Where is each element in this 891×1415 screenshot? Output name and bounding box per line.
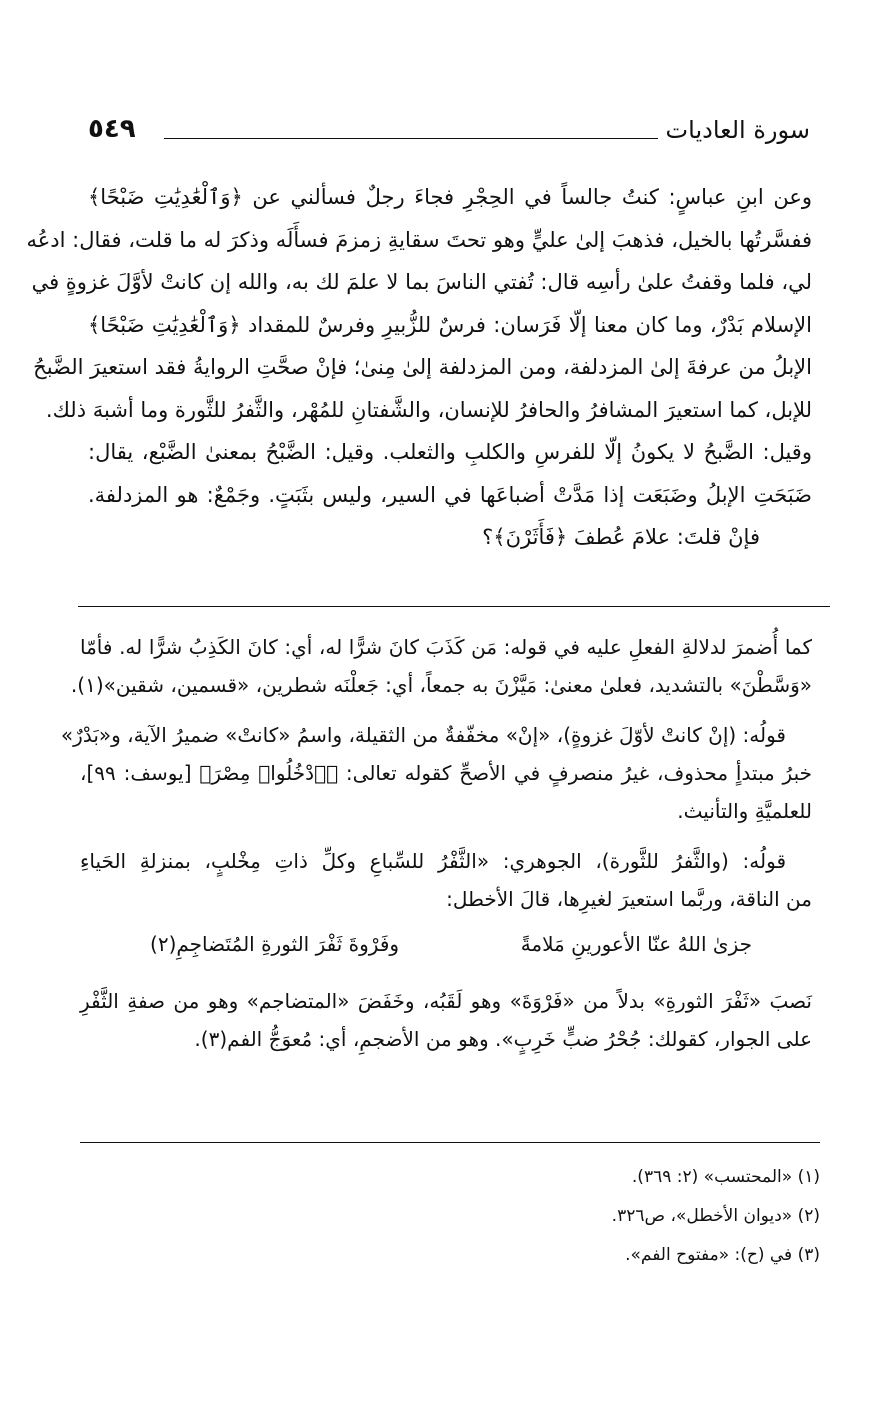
page-header [88,112,810,156]
page-number: ٥٤٩ [88,114,136,144]
footnote: (١) «المحتسب» (٢: ٣٦٩). [631,1167,820,1187]
commentary-line: كما أُضمرَ لدلالةِ الفعلِ عليه في قوله: مَن كَذَبَ كانَ شرًّا له، أي: كانَ الكَذِبُ شرًّا له. فأمّا [80,635,812,659]
commentary-line: خبرُ مبتدأٍ محذوف، غيرُ منصرفٍ في الأصحِّ كقوله تعالى: ﴿ٱدْخُلُوا۟ مِصْرَ﴾ [يوسف: ٩٩]، [80,761,812,785]
poetry-verse [80,918,812,970]
section-divider [78,606,830,607]
commentary-line: من الناقة، وربَّما استعيرَ لغيرِها، قالَ الأخطل: [446,887,812,911]
main-line-question: فإنْ قلتَ: علامَ عُطفَ ﴿فَأَثَرْنَ﴾؟ [482,525,760,549]
verse-second-hemistich: وفَرْوةَ ثَفْرَ الثورةِ المُتَضاجِمِ(٢) [150,932,400,956]
main-line: الإسلام بَدْرٌ، وما كان معنا إلّا فَرَسان: فرسٌ للزُّبيرِ وفرسٌ للمقداد ﴿وَٱلْعَٰدِيَٰتِ ضَبْحًا﴾ [88,312,812,337]
footnote-rule [80,1142,820,1143]
verse-first-hemistich: جزىٰ اللهُ عنّا الأعورينِ مَلامةً [520,932,752,956]
main-line: للإبل، كما استعيرَ المشافرُ والحافرُ للإنسان، والشَّفتانِ للمُهْر، والثَّفرُ للثَّورة وما أشبهَ ذلك. [45,397,812,422]
commentary-line: قولُه: (إنْ كانتْ لأوّلَ غزوةٍ)، «إنْ» مخفّفةٌ من الثقيلة، واسمُ «كانتْ» ضميرُ الآية، و«بَدْرٌ» [60,723,786,747]
main-line: ضَبَحَتِ الإبلُ وضَبَعَت إذا مَدَّتْ أضباعَها في السير، وليس بثَبَتٍ. وجَمْعٌ: هو المزدلفة. [88,482,812,507]
main-line: ففسَّرتُها بالخيل، فذهبَ إلىٰ عليٍّ وهو تحتَ سقايةِ زمزمَ فسأَلَه وذكرَ له ما قلت، فقال: ادعُه [26,227,812,252]
main-line: الإبلُ من عرفةَ إلىٰ المزدلفة، ومن المزدلفة إلىٰ مِنىٰ؛ فإنْ صحَّتِ الروايةُ فقد استعيرَ الضَّبحُ [33,355,812,379]
commentary-line: «وَسَّطْنَ» بالتشديد، فعلىٰ معنىٰ: مَيَّزْنَ به جمعاً، أي: جَعلْنَه شطرين، «قسمين، شقين»(١). [70,673,812,697]
header-rule [164,138,658,139]
commentary-line: قولُه: (والثَّفرُ للثَّورة)، الجوهري: «الثَّفْرُ للسِّباعِ وكلِّ ذاتِ مِخْلبٍ، بمنزلةِ الحَياءِ [80,849,786,873]
commentary-text [60,628,812,1058]
surah-title: سورة العاديات [665,116,810,144]
commentary-line: على الجوار، كقولك: جُحْرُ ضبٍّ خَرِبٍ». وهو من الأضجمِ، أي: مُعوَجُّ الفم(٣). [194,1027,812,1051]
main-line: لي، فلما وقفتُ علىٰ رأسِه قال: تُفتي الناسَ بما لا علمَ لك به، والله إن كانتْ لأوَّلَ غزوةٍ في [31,270,812,294]
footnote: (٣) في (ح): «مفتوح الفم». [625,1245,820,1265]
footnotes [80,1158,820,1275]
commentary-line: نَصبَ «ثَفْرَ الثورةِ» بدلاً من «فَرْوَةَ» وهو لَقَبُه، وخَفَضَ «المتضاجم» وهو من صفةِ الثَّفْرِ [80,989,812,1013]
main-line: وعن ابنِ عباسٍ: كنتُ جالساً في الحِجْرِ فجاءَ رجلٌ فسألني عن ﴿وَٱلْعَٰدِيَٰتِ ضَبْحًا﴾ [88,185,812,209]
commentary-line: للعلميَّةِ والتأنيث. [677,799,812,823]
footnote: (٢) «ديوان الأخطل»، ص٣٢٦. [611,1206,820,1226]
main-text [26,176,812,559]
main-line: وقيل: الضَّبحُ لا يكونُ إلّا للفرسِ والكلبِ والثعلب. وقيل: الضَّبْحُ بمعنىٰ الضَّبْع، يقال: [88,440,812,464]
